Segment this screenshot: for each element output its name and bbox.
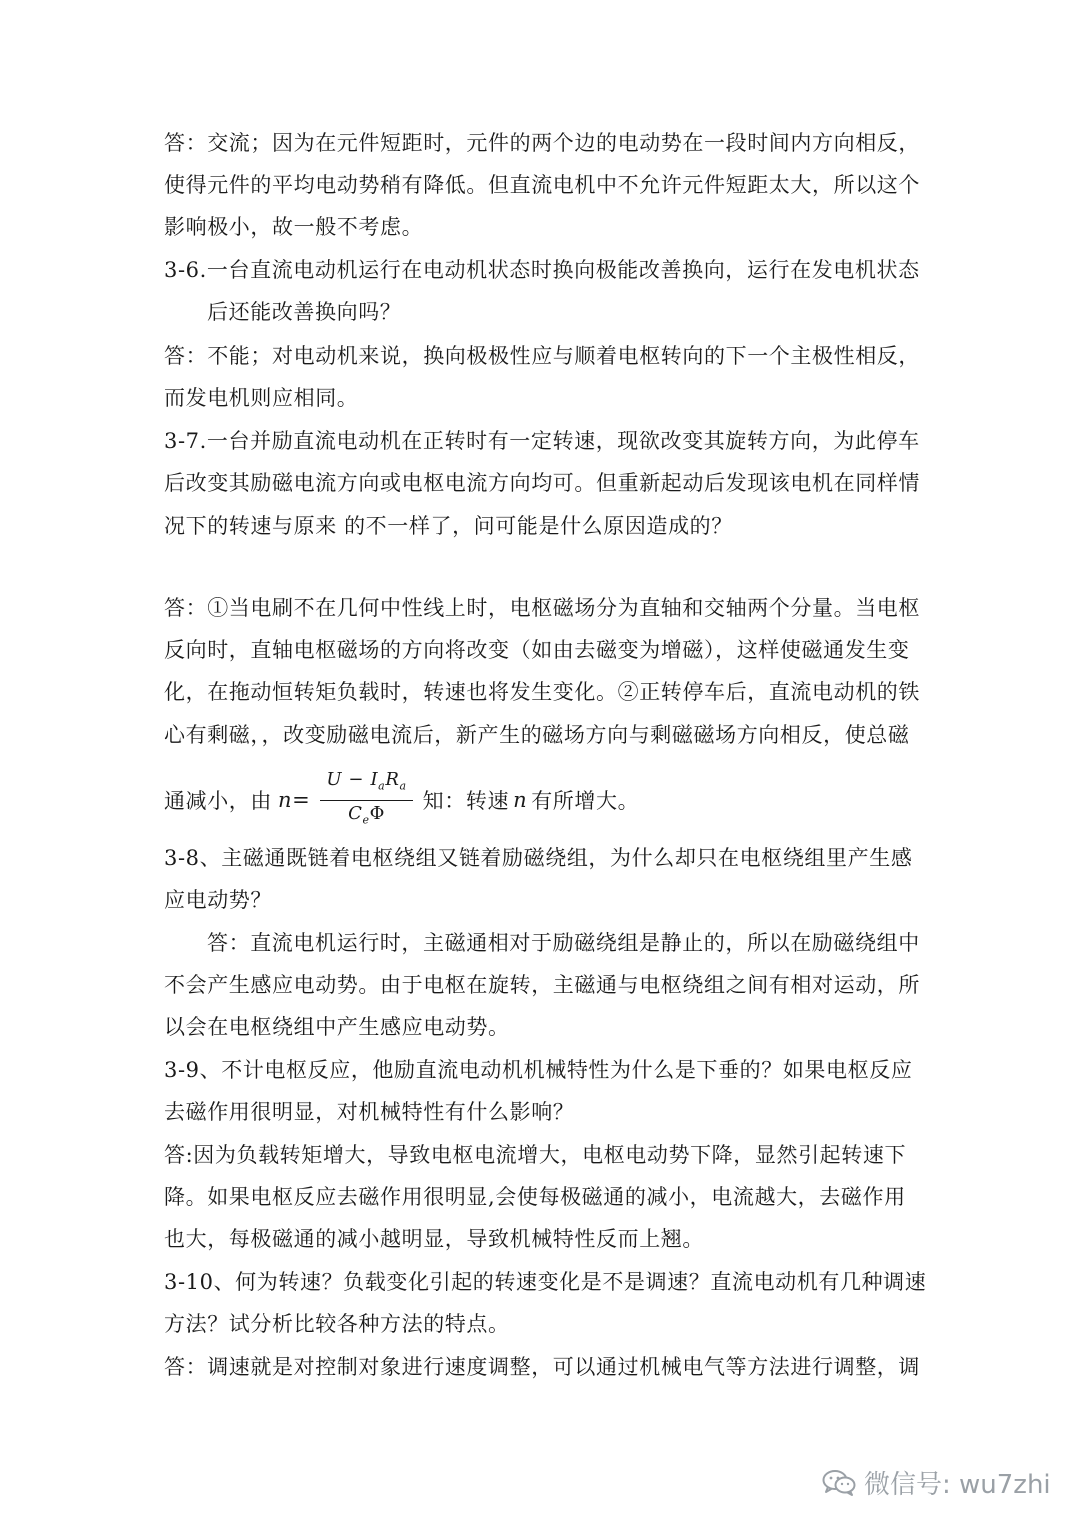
wechat-watermark (822, 1464, 1051, 1501)
answer-3-7-formula-line (164, 765, 639, 835)
question-3-7-line-2: 后改变其励磁电流方向或电枢电流方向均可。但重新起动后发现该电机在同样情 (164, 471, 920, 495)
question-3-6-line-2: 后还能改善换向吗？ (207, 300, 402, 324)
formula-suffix-1: 知：转速 (422, 789, 510, 813)
answer-3-7-line-2: 反向时，直轴电枢磁场的方向将改变（如由去磁变为增磁），这样使磁通发生变 (164, 638, 910, 662)
formula-var-n: n (278, 788, 293, 812)
formula-prefix: 通减小，由 (164, 789, 272, 813)
answer-3-8-line-2: 不会产生感应电动势。由于电枢在旋转，主磁通与电枢绕组之间有相对运动，所 (164, 973, 920, 997)
subscript-a-2: a (399, 779, 407, 793)
answer-3-9-line-1: 答:因为负载转矩增大，导致电枢电流增大，电枢电动势下降，显然引起转速下 (164, 1143, 907, 1167)
answer-3-7-line-1: 答：①当电刷不在几何中性线上时，电枢磁场分为直轴和交轴两个分量。当电枢 (164, 596, 920, 620)
question-3-8-line-1: 3-8、主磁通既链着电枢绕组又链着励磁绕组，为什么却只在电枢绕组里产生感 (164, 846, 913, 870)
symbol-I: I (370, 768, 379, 790)
answer-3-7-line-3: 化，在拖动恒转矩负载时，转速也将发生变化。②正转停车后，直流电动机的铁 (164, 680, 920, 704)
fraction-denominator (342, 801, 391, 834)
answer-3-5-line-2: 使得元件的平均电动势稍有降低。但直流电机中不允许元件短距太大，所以这个 (164, 173, 920, 197)
symbol-phi: Φ (369, 802, 385, 824)
subscript-e: e (362, 813, 370, 827)
symbol-U: U (326, 768, 343, 790)
fraction-numerator (320, 767, 412, 800)
speed-fraction (320, 767, 412, 833)
watermark-text: 微信号: wu7zhi (864, 1470, 1051, 1500)
question-3-7-line-3: 况下的转速与原来 的不一样了，问可能是什么原因造成的？ (164, 514, 733, 538)
answer-3-8-line-1: 答：直流电机运行时，主磁通相对于励磁绕组是静止的，所以在励磁绕组中 (207, 931, 920, 955)
answer-3-6-line-2: 而发电机则应相同。 (164, 386, 359, 410)
formula-equals: = (292, 788, 311, 812)
question-3-8-line-2: 应电动势？ (164, 888, 272, 912)
formula-suffix-n: n (513, 788, 528, 812)
question-3-10-line-1: 3-10、何为转速？负载变化引起的转速变化是不是调速？直流电动机有几种调速 (164, 1270, 927, 1294)
question-3-9-line-1: 3-9、不计电枢反应，他励直流电动机机械特性为什么是下垂的？如果电枢反应 (164, 1058, 913, 1082)
answer-3-5-line-1: 答：交流；因为在元件短距时，元件的两个边的电动势在一段时间内方向相反， (164, 131, 920, 155)
formula-suffix-2: 有所增大。 (531, 789, 640, 813)
answer-3-7-line-4: 心有剩磁，，改变励磁电流后，新产生的磁场方向与剩磁磁场方向相反，使总磁 (164, 723, 910, 747)
answer-3-9-line-3: 也大，每极磁通的减小越明显，导致机械特性反而上翘。 (164, 1227, 704, 1251)
question-3-9-line-2: 去磁作用很明显，对机械特性有什么影响？ (164, 1100, 575, 1124)
answer-3-9-line-2: 降。如果电枢反应去磁作用很明显,会使每极磁通的减小，电流越大，去磁作用 (164, 1185, 906, 1209)
wechat-icon (822, 1469, 856, 1497)
answer-3-6-line-1: 答：不能；对电动机来说，换向极极性应与顺着电枢转向的下一个主极性相反， (164, 344, 920, 368)
symbol-R: R (385, 768, 400, 790)
question-3-7-line-1: 3-7.一台并励直流电动机在正转时有一定转速，现欲改变其旋转方向，为此停车 (164, 429, 920, 453)
answer-3-5-line-3: 影响极小，故一般不考虑。 (164, 215, 424, 239)
answer-3-10-line-1: 答：调速就是对控制对象进行速度调整，可以通过机械电气等方法进行调整，调 (164, 1355, 920, 1379)
answer-3-8-line-3: 以会在电枢绕组中产生感应电动势。 (164, 1015, 510, 1039)
subscript-a-1: a (378, 779, 386, 793)
question-3-6-line-1: 3-6.一台直流电动机运行在电动机状态时换向极能改善换向，运行在发电机状态 (164, 258, 920, 282)
symbol-C: C (348, 802, 363, 824)
question-3-10-line-2: 方法？试分析比较各种方法的特点。 (164, 1312, 510, 1336)
symbol-minus: − (342, 768, 371, 790)
